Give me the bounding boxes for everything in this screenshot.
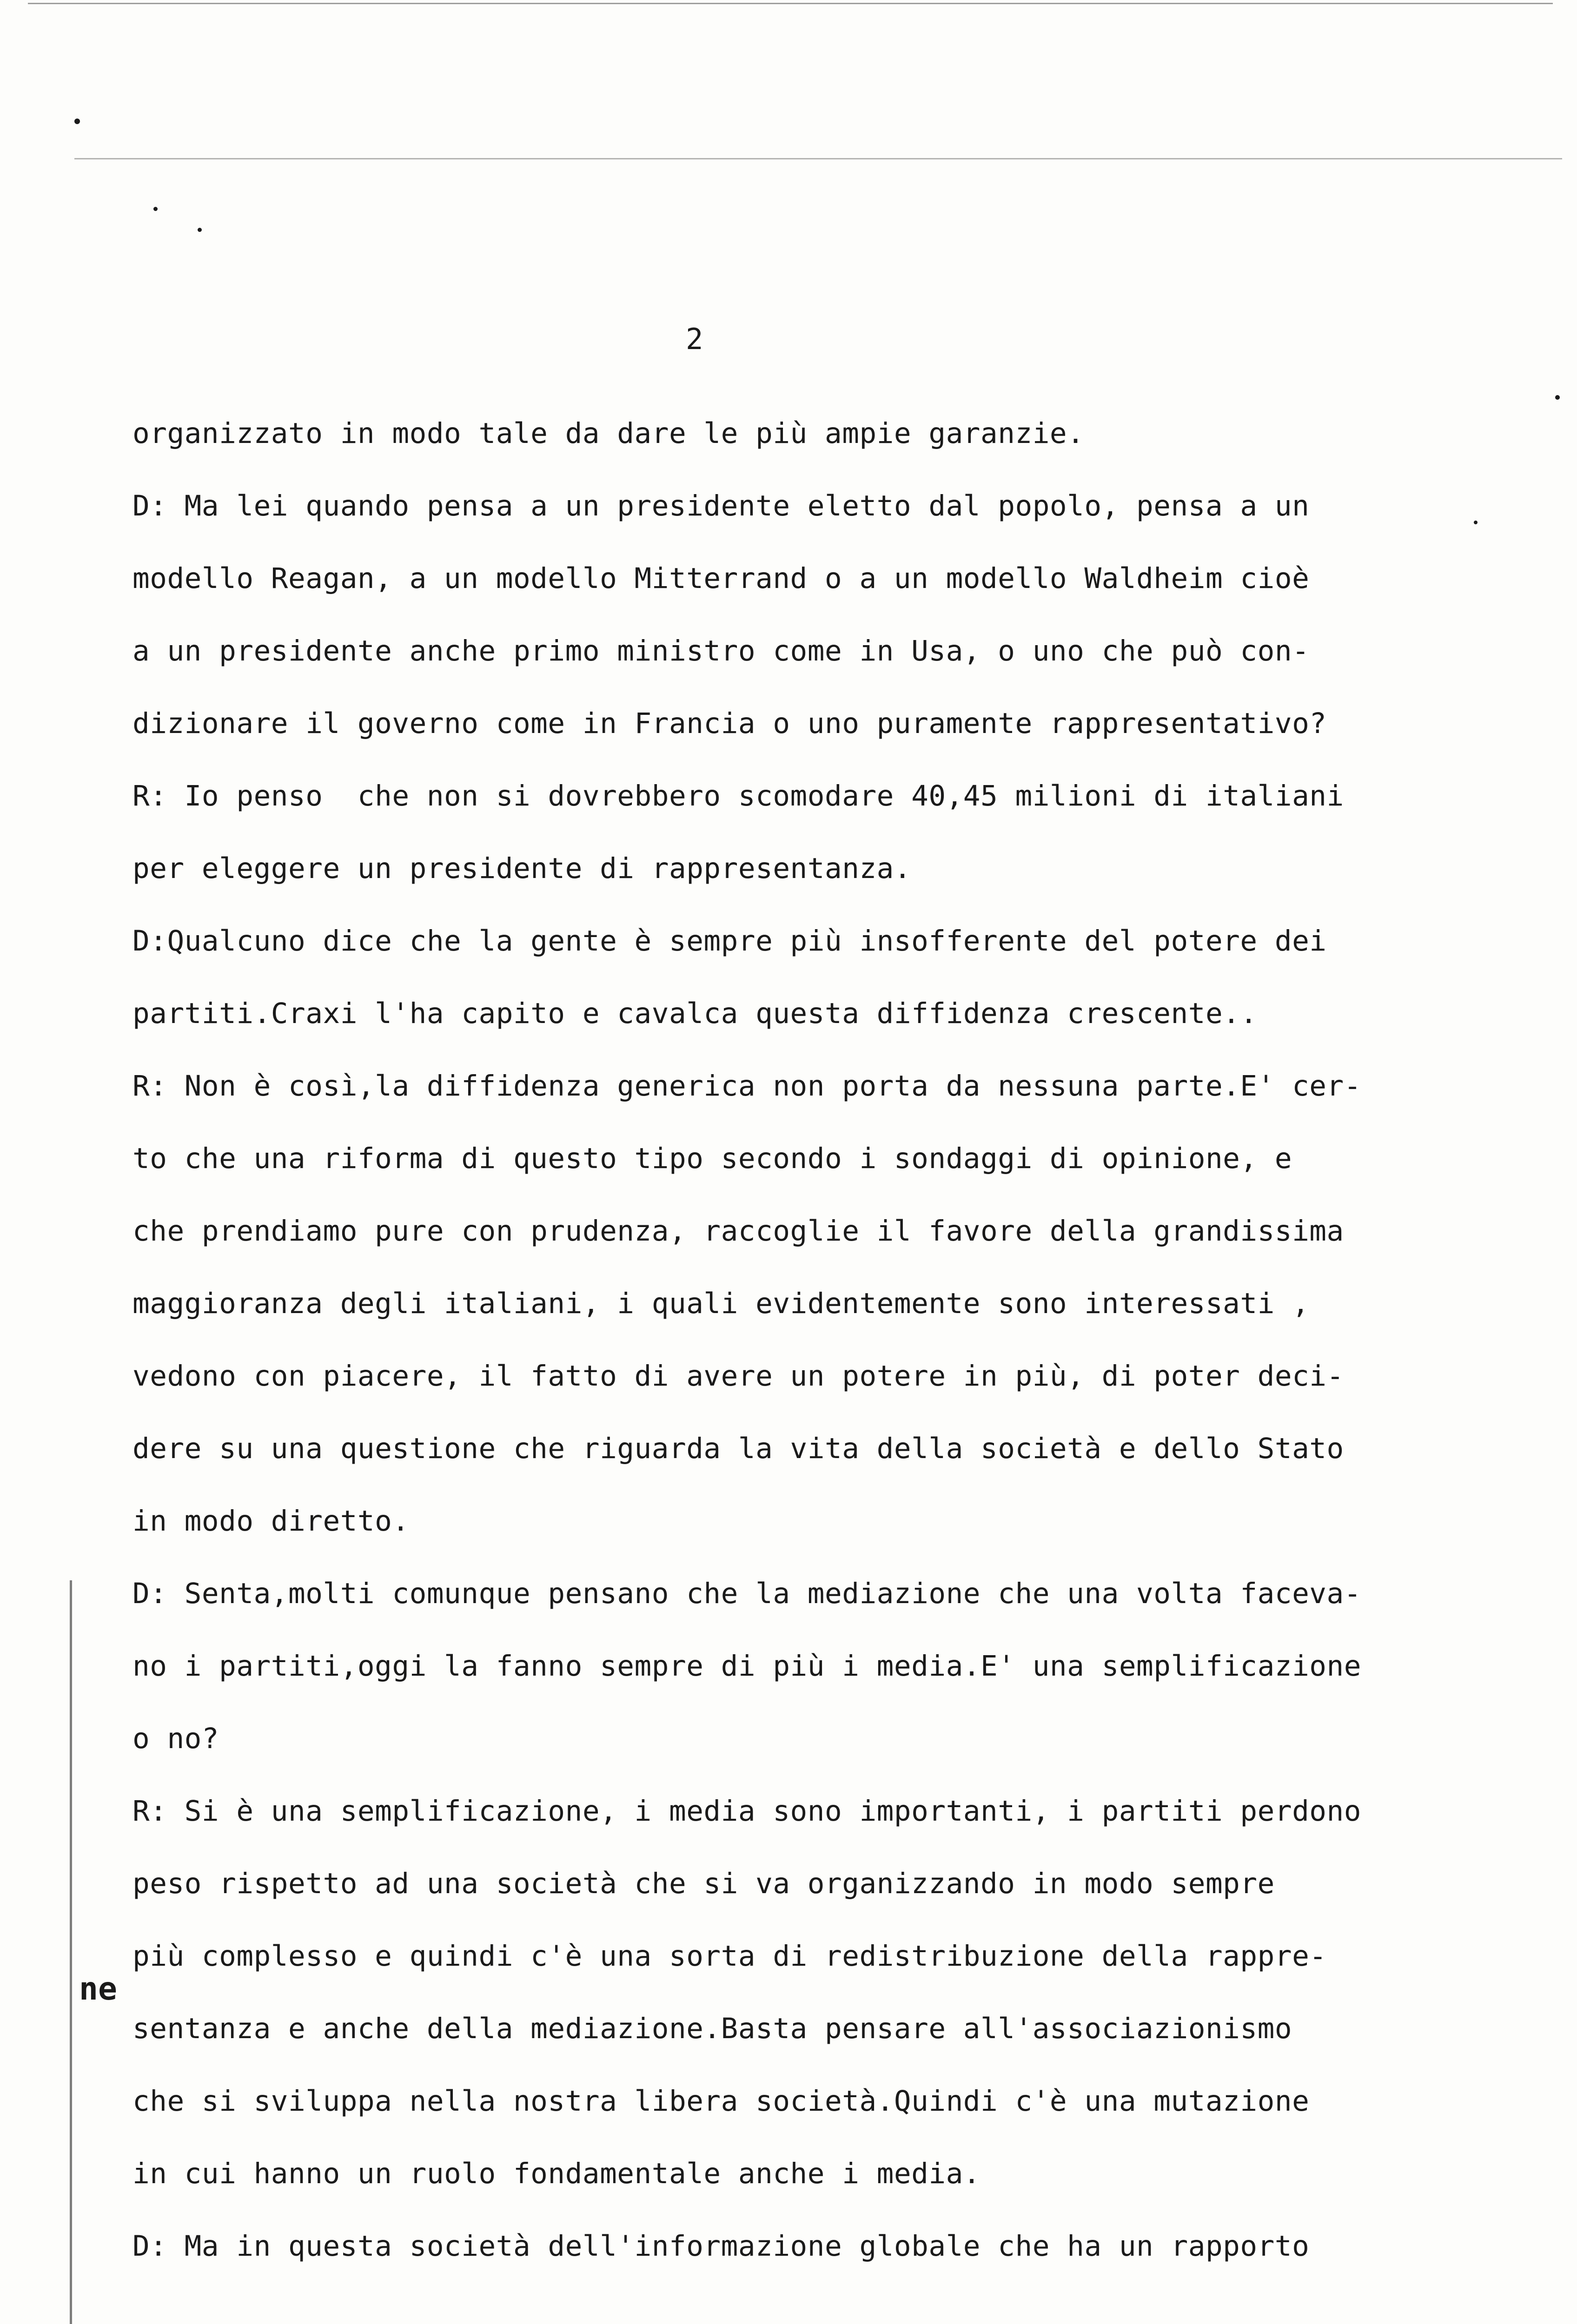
interview-text (133, 397, 1490, 2283)
text-line: in modo diretto. (133, 1505, 410, 1538)
text-line: organizzato in modo tale da dare le più ampie garanzie. (133, 417, 1085, 450)
text-line: maggioranza degli italiani, i quali evidentemente sono interessati , (133, 1287, 1310, 1320)
text-line: più complesso e quindi c'è una sorta di redistribuzione della rappre- (133, 1940, 1327, 1973)
text-line: R: Non è così,la diffidenza generica non porta da nessuna parte.E' cer- (133, 1070, 1361, 1103)
text-line: R: Si è una semplificazione, i media sono importanti, i partiti perdono (133, 1795, 1361, 1828)
text-line: D: Ma lei quando pensa a un presidente eletto dal popolo, pensa a un (133, 489, 1310, 522)
text-line: peso rispetto ad una società che si va organizzando in modo sempre (133, 1867, 1275, 1900)
text-line: no i partiti,oggi la fanno sempre di più i media.E' una semplificazione (133, 1650, 1361, 1683)
top-edge-line (28, 3, 1553, 4)
ink-speck (153, 207, 158, 211)
ink-speck (1555, 395, 1560, 400)
text-line: D: Ma in questa società dell'informazione globale che ha un rapporto (133, 2230, 1310, 2263)
text-line: o no? (133, 1722, 219, 1755)
ink-speck (198, 228, 202, 232)
text-line: a un presidente anche primo ministro come in Usa, o uno che può con- (133, 634, 1310, 667)
ink-speck (74, 119, 80, 124)
text-line: dizionare il governo come in Francia o uno puramente rappresentativo? (133, 707, 1327, 740)
margin-annotation: ne (79, 1971, 117, 2007)
text-line: sentanza e anche della mediazione.Basta pensare all'associazionismo (133, 2012, 1292, 2045)
text-line: che si sviluppa nella nostra libera società.Quindi c'è una mutazione (133, 2085, 1310, 2118)
text-line: vedono con piacere, il fatto di avere un potere in più, di poter deci- (133, 1360, 1344, 1393)
text-line: D: Senta,molti comunque pensano che la mediazione che una volta faceva- (133, 1577, 1361, 1610)
text-line: per eleggere un presidente di rappresentanza. (133, 852, 912, 885)
text-line: dere su una questione che riguarda la vita della società e dello Stato (133, 1432, 1344, 1465)
text-line: modello Reagan, a un modello Mitterrand o a un modello Waldheim cioè (133, 562, 1310, 595)
header-rule (74, 158, 1562, 159)
left-margin-line (70, 1580, 72, 2324)
text-line: in cui hanno un ruolo fondamentale anche i media. (133, 2157, 981, 2190)
text-line: D:Qualcuno dice che la gente è sempre più insofferente del potere dei (133, 924, 1327, 957)
text-line: che prendiamo pure con prudenza, raccoglie il favore della grandissima (133, 1215, 1344, 1248)
page-number: 2 (686, 322, 703, 356)
text-line: to che una riforma di questo tipo secondo i sondaggi di opinione, e (133, 1142, 1292, 1175)
text-line: R: Io penso che non si dovrebbero scomodare 40,45 milioni di italiani (133, 779, 1344, 812)
text-line: partiti.Craxi l'ha capito e cavalca questa diffidenza crescente.. (133, 997, 1258, 1030)
